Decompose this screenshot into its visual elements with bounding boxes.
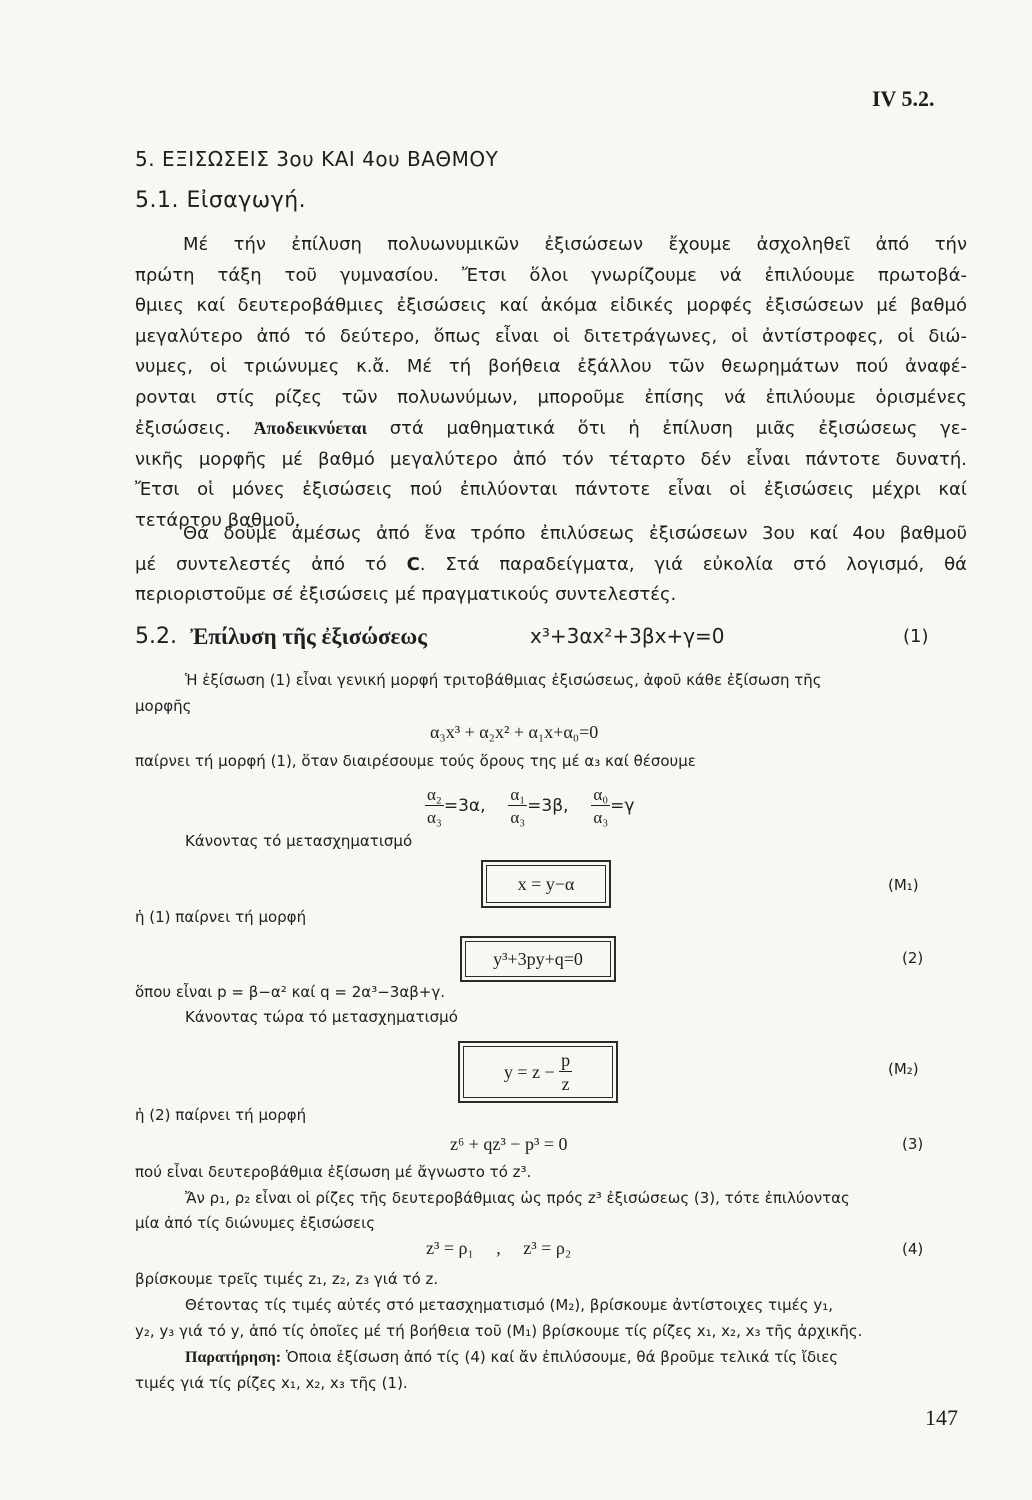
- general-cubic-equation: α₃x³ + α₂x² + α₁x+α₀=0: [430, 722, 599, 742]
- equation-tag-4: (4): [902, 1240, 924, 1258]
- text-line: πού εἶναι δευτεροβάθμια ἐξίσωση μέ ἄγνωστο τό z³.: [135, 1163, 532, 1181]
- fraction-rhs: =γ: [610, 796, 635, 816]
- text-line: νικῆς μορφῆς μέ βαθμό μεγαλύτερο ἀπό τόν τέταρτο δέν εἶναι πάντοτε δυνατή.: [135, 448, 967, 470]
- section-title-5-2: [135, 624, 967, 654]
- text-fragment: . Στά παραδείγματα, γιά εὐκολία στό λογισμό, θά: [419, 553, 967, 575]
- text-line: Κάνοντας τό μετασχηματισμό: [185, 832, 413, 850]
- chapter-title: 5. ΕΞΙΣΩΣΕΙΣ 3ου ΚΑΙ 4ου ΒΑΘΜΟΥ: [135, 147, 499, 171]
- text-line: Ἄν ρ₁, ρ₂ εἶναι οἱ ρίζες τῆς δευτεροβάθμιας ὡς πρός z³ ἐξισώσεως (3), τότε ἐπιλύοντας: [185, 1189, 850, 1207]
- complex-set-symbol: C: [406, 553, 420, 575]
- text-fragment: ἐξισώσεις.: [135, 418, 254, 439]
- boxed-transform-m1: [481, 860, 611, 908]
- text-line: τετάρτου βαθμοῦ.: [135, 509, 301, 531]
- text-line: μία ἀπό τίς διώνυμες ἐξισώσεις: [135, 1214, 376, 1232]
- intro-paragraph-1: [135, 230, 967, 536]
- text-line: ρονται στίς ρίζες τῶν πολυωνύμων, μποροῦμε ἐπίσης νά ἐπιλύουμε ὁρισμένες: [135, 386, 967, 408]
- boxed-content: [463, 1046, 613, 1098]
- text-line: Θέτοντας τίς τιμές αὐτές στό μετασχηματισμό (M₂), βρίσκουμε ἀντίστοιχες τιμές y₁,: [185, 1296, 834, 1314]
- text-line: Θά δοῦμε ἀμέσως ἀπό ἕνα τρόπο ἐπιλύσεως ἐξισώσεων 3ου καί 4ου βαθμοῦ: [183, 523, 967, 544]
- fraction-rhs: =3β,: [527, 796, 569, 816]
- emphasis-proven: Ἀποδεικνύεται: [253, 418, 368, 438]
- text-line: [135, 413, 967, 445]
- fraction-a0-a3: $\frac{\text{α₀}}{\text{α₃}}$: [593, 785, 609, 827]
- fraction-a1-a3: $\frac{\text{α₁}}{\text{α₃}}$: [510, 785, 526, 827]
- text-line: τιμές γιά τίς ρίζες x₁, x₂, x₃ τῆς (1).: [135, 1374, 408, 1392]
- text-line: ἡ (1) παίρνει τή μορφή: [135, 908, 307, 926]
- section-title-5-1: 5.1. Εἰσαγωγή.: [135, 188, 307, 213]
- text-line: Μέ τήν ἐπίλυση πολυωνυμικῶν ἐξισώσεων ἔχουμε ἀσχοληθεῖ ἀπό τήν: [183, 234, 967, 255]
- text-fragment: Ὁποια ἐξίσωση ἀπό τίς (4) καί ἄν ἐπιλύσουμε, θά βροῦμε τελικά τίς ἴδιες: [281, 1348, 839, 1366]
- text-line: ὅπου εἶναι p = β−α² καί q = 2α³−3αβ+γ.: [135, 983, 445, 1001]
- equation-tag-m1: (M₁): [888, 876, 919, 894]
- page-number: 147: [925, 1405, 958, 1430]
- equation-tag-1: (1): [903, 626, 929, 647]
- note-label: Παρατήρηση:: [185, 1349, 282, 1366]
- m2-lhs: y = z −: [503, 1061, 555, 1082]
- text-line: ἡ (2) παίρνει τή μορφή: [135, 1106, 307, 1124]
- intro-paragraph-2: [135, 519, 967, 611]
- text-fragment: στά μαθηματικά ὅτι ἡ ἐπίλυση μιᾶς ἐξισώσεως γε-: [367, 418, 968, 439]
- fraction-a2-a3: $\frac{\text{α₂}}{\text{α₃}}$: [427, 785, 442, 827]
- boxed-content: y³+3py+q=0: [465, 941, 611, 977]
- text-line: νυμες, οἱ τριώνυμες κ.ἄ. Μέ τή βοήθεια ἐξάλλου τῶν θεωρημάτων πού ἀναφέ-: [135, 356, 967, 377]
- boxed-content: x = y−α: [486, 865, 606, 903]
- fraction-p-z: $\frac{p}{z}$: [561, 1050, 571, 1094]
- section-number: 5.2.: [135, 624, 177, 649]
- text-line: Ἔτσι οἱ μόνες ἐξισώσεις πού ἐπιλύονται πάντοτε εἶναι οἱ ἐξισώσεις μέχρι καί: [135, 479, 967, 500]
- equation-4: z³ = ρ₁ , z³ = ρ₂: [426, 1238, 572, 1258]
- equation-tag-m2: (M₂): [888, 1060, 919, 1078]
- text-line: πρώτη τάξη τοῦ γυμνασίου. Ἔτσι ὅλοι γνωρίζουμε νά ἐπιλύουμε πρωτοβά-: [135, 264, 967, 286]
- equation-3: z⁶ + qz³ − p³ = 0: [450, 1134, 568, 1154]
- text-fragment: μέ συντελεστές ἀπό τό: [135, 553, 407, 575]
- text-line: περιοριστοῦμε σέ ἐξισώσεις μέ πραγματικούς συντελεστές.: [135, 584, 677, 605]
- section-title-text: Ἐπίλυση τῆς ἐξισώσεως: [190, 624, 427, 649]
- fraction-rhs: =3α,: [443, 796, 486, 816]
- note-line: [185, 1350, 838, 1366]
- text-line: παίρνει τή μορφή (1), ὅταν διαιρέσουμε τούς ὅρους της μέ α₃ καί θέσουμε: [135, 752, 696, 770]
- text-line: μεγαλύτερο ἀπό τό δεύτερο, ὅπως εἶναι οἱ διτετράγωνες, οἱ ἀντίστροφες, οἱ διώ-: [135, 325, 967, 347]
- text-line: Κάνοντας τώρα τό μετασχηματισμό: [185, 1008, 458, 1026]
- running-head: IV 5.2.: [872, 86, 935, 111]
- text-line: y₂, y₃ γιά τό y, ἀπό τίς ὁποῖες μέ τή βοήθεια τοῦ (M₁) βρίσκουμε τίς ρίζες x₁, x₂, x₃ τῆς ἀρχικῆς.: [135, 1322, 863, 1340]
- boxed-equation-2: [460, 936, 616, 982]
- cubic-equation: x³+3αx²+3βx+γ=0: [530, 624, 725, 648]
- text-line: [135, 550, 967, 581]
- text-line: βρίσκουμε τρεῖς τιμές z₁, z₂, z₃ γιά τό z.: [135, 1270, 439, 1288]
- text-line: Ἡ ἐξίσωση (1) εἶναι γενική μορφή τριτοβάθμιας ἐξισώσεως, ἀφοῦ κάθε ἐξίσωση τῆς: [185, 671, 822, 689]
- equation-tag-3: (3): [902, 1135, 924, 1153]
- boxed-transform-m2: [458, 1041, 618, 1103]
- equation-tag-2: (2): [902, 949, 924, 967]
- text-line: μορφῆς: [135, 697, 192, 715]
- text-line: θμιες καί δευτεροβάθμιες ἐξισώσεις καί ἀκόμα εἰδικές μορφές ἐξισώσεων μέ βαθμό: [135, 295, 967, 316]
- coefficient-fractions: [425, 786, 634, 826]
